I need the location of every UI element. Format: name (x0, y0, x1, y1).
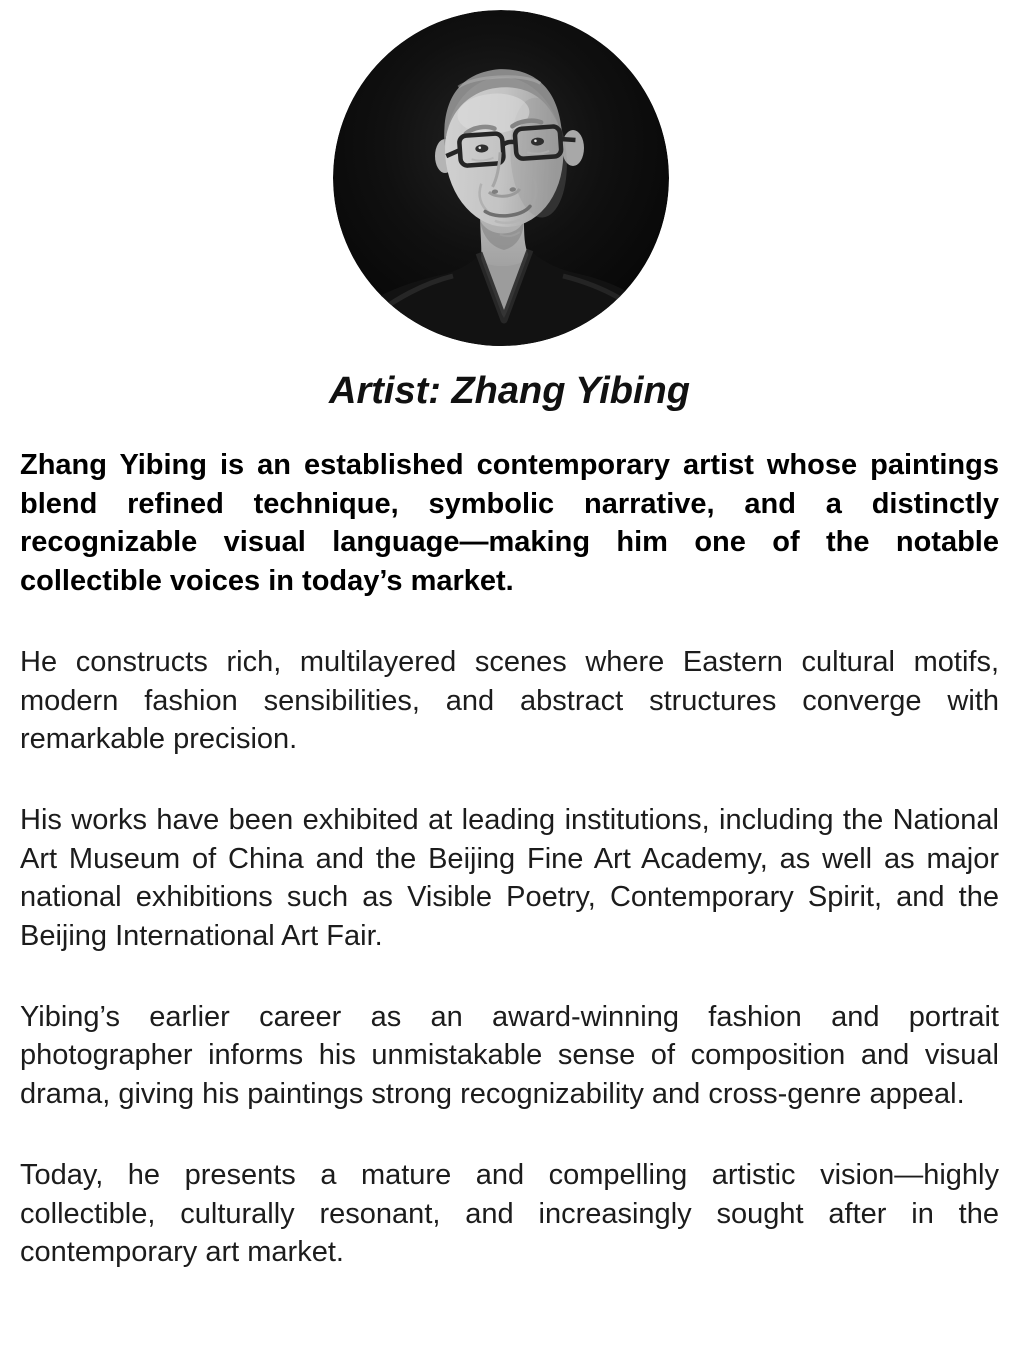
artist-portrait-photo (333, 10, 669, 346)
artist-portrait-illustration (333, 10, 669, 346)
page-title: Artist: Zhang Yibing (329, 370, 690, 412)
bio-paragraph-exhibitions: His works have been exhibited at leading institutions, including the National Art Museum of China and the Beijing Fine Art Academy, as well as major national exhibitions such as Visible Poetry, Contemporary Spirit, and the Beijing International Art Fair. (20, 803, 999, 953)
bio-paragraph-career: Yibing’s earlier career as an award-winning fashion and portrait photographer informs his unmistakable sense of composition and visual drama, giving his paintings strong recognizability and cross-genre appeal. (20, 1000, 999, 1111)
bio-lead-paragraph: Zhang Yibing is an established contemporary artist whose paintings blend refined technique, symbolic narrative, and a distinctly recognizable visual language—making him one of the notable collectible voices in today’s market. (20, 449, 999, 598)
bio-paragraph-style: He constructs rich, multilayered scenes where Eastern cultural motifs, modern fashion sensibilities, and abstract structures converge with remarkable precision. (20, 645, 999, 756)
bio-paragraph-today: Today, he presents a mature and compelling artistic vision—highly collectible, culturally resonant, and increasingly sought after in the contemporary art market. (20, 1158, 999, 1269)
